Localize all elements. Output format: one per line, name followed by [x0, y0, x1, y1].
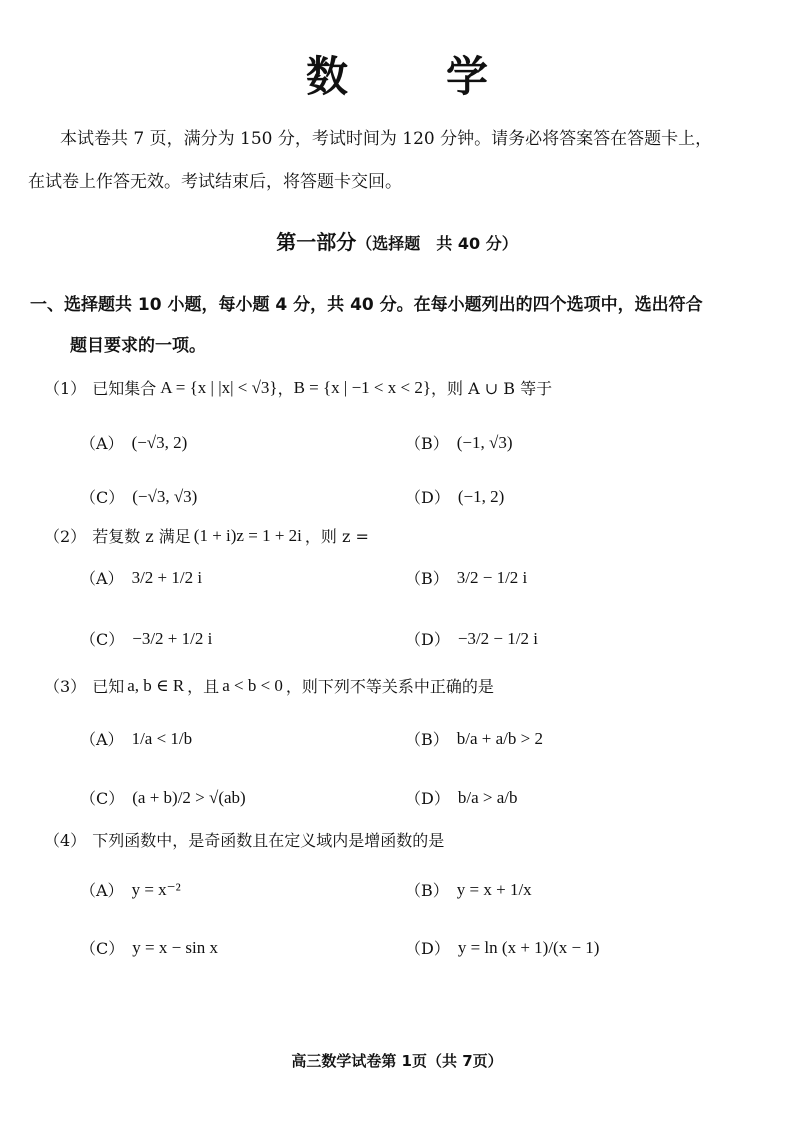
option-label: （D） — [405, 630, 450, 649]
option-text: (−1, 2) — [457, 486, 505, 506]
question-2-stem — [44, 524, 369, 547]
option-label: （C） — [80, 630, 125, 649]
option-text: (−√3, √3) — [132, 486, 198, 506]
option-label: （B） — [405, 569, 449, 588]
option-text: b/a + a/b > 2 — [456, 728, 543, 748]
question-3-option-a[interactable] — [80, 727, 192, 750]
set-b-math: B = {x | −1 < x < 2} — [293, 377, 432, 397]
question-4-option-c[interactable] — [80, 936, 218, 959]
question-number: （4） — [44, 831, 87, 850]
option-label: （D） — [405, 488, 450, 507]
set-a-math: A = {x | |x| < √3} — [160, 377, 278, 397]
option-label: （A） — [80, 730, 124, 749]
question-1-option-c[interactable] — [80, 485, 197, 508]
question-1-stem — [44, 376, 552, 399]
question-4-option-a[interactable] — [80, 878, 181, 901]
question-3-option-d[interactable] — [405, 786, 517, 809]
option-text: y = ln (x + 1)/(x − 1) — [457, 937, 600, 957]
question-4-option-d[interactable] — [405, 936, 599, 959]
question-4-stem — [44, 828, 444, 851]
question-1-option-b[interactable] — [405, 431, 513, 454]
option-text: (a + b)/2 > √(ab) — [132, 787, 246, 807]
stem-inequality: a < b < 0 — [222, 675, 283, 695]
stem-equation: (1 + i)z = 1 + 2i — [193, 525, 302, 545]
option-text: −3/2 + 1/2 i — [132, 628, 213, 648]
page-footer: 高三数学试卷第 1页（共 7页） — [291, 1052, 503, 1070]
part-subtitle: （选择题 共 40 分） — [356, 234, 518, 253]
option-text: (−1, √3) — [456, 432, 513, 452]
option-label: （C） — [80, 939, 125, 958]
stem-mid: ， — [277, 379, 294, 398]
part-heading — [0, 226, 794, 255]
option-label: （B） — [405, 730, 449, 749]
option-text: 1/a < 1/b — [131, 728, 193, 748]
question-3-option-c[interactable] — [80, 786, 246, 809]
intro-line-2: 在试卷上作答无效。考试结束后，将答题卡交回。 — [28, 172, 402, 192]
section-heading-line-1: 一、选择题共 10 小题，每小题 4 分，共 40 分。在每小题列出的四个选项中，选出符合 — [30, 295, 703, 315]
section-heading-line-2: 题目要求的一项。 — [70, 336, 206, 356]
option-label: （B） — [405, 881, 449, 900]
stem-mid: ，且 — [187, 677, 220, 696]
option-text: y = x + 1/x — [456, 879, 532, 899]
question-number: （3） — [44, 677, 87, 696]
stem-condition: a, b ∈ R — [127, 675, 185, 695]
question-number: （1） — [44, 379, 87, 398]
question-2-option-a[interactable] — [80, 566, 202, 589]
stem-prefix: 若复数 z 满足 — [92, 527, 191, 546]
option-text: y = x − sin x — [132, 937, 219, 957]
question-3-stem — [44, 674, 494, 697]
option-label: （A） — [80, 881, 124, 900]
stem-text: 下列函数中，是奇函数且在定义域内是增函数的是 — [92, 831, 445, 850]
option-label: （D） — [405, 789, 450, 808]
option-label: （C） — [80, 789, 125, 808]
stem-suffix: ，则 A ∪ B 等于 — [431, 379, 553, 398]
stem-suffix: ，则下列不等关系中正确的是 — [285, 677, 494, 696]
question-2-option-d[interactable] — [405, 627, 538, 650]
question-4-option-b[interactable] — [405, 878, 532, 901]
option-text: b/a > a/b — [457, 787, 518, 807]
page-title: 数 学 — [305, 52, 516, 101]
question-2-option-b[interactable] — [405, 566, 527, 589]
question-1-option-d[interactable] — [405, 485, 504, 508]
intro-line-1: 本试卷共 7 页，满分为 150 分，考试时间为 120 分钟。请务必将答案答在答题卡上， — [60, 129, 713, 149]
option-text: −3/2 − 1/2 i — [457, 628, 538, 648]
question-number: （2） — [44, 527, 87, 546]
option-text: 3/2 − 1/2 i — [456, 567, 528, 587]
option-label: （A） — [80, 569, 124, 588]
question-3-option-b[interactable] — [405, 727, 543, 750]
option-text: 3/2 + 1/2 i — [131, 567, 203, 587]
option-label: （A） — [80, 434, 124, 453]
stem-suffix: ，则 z = — [304, 527, 369, 546]
question-2-option-c[interactable] — [80, 627, 212, 650]
option-label: （C） — [80, 488, 125, 507]
option-text: y = x⁻² — [131, 879, 181, 899]
question-1-option-a[interactable] — [80, 431, 187, 454]
stem-prefix: 已知集合 — [92, 379, 157, 398]
option-label: （B） — [405, 434, 449, 453]
option-label: （D） — [405, 939, 450, 958]
option-text: (−√3, 2) — [131, 432, 188, 452]
part-title: 第一部分 — [276, 230, 357, 254]
stem-prefix: 已知 — [92, 677, 125, 696]
